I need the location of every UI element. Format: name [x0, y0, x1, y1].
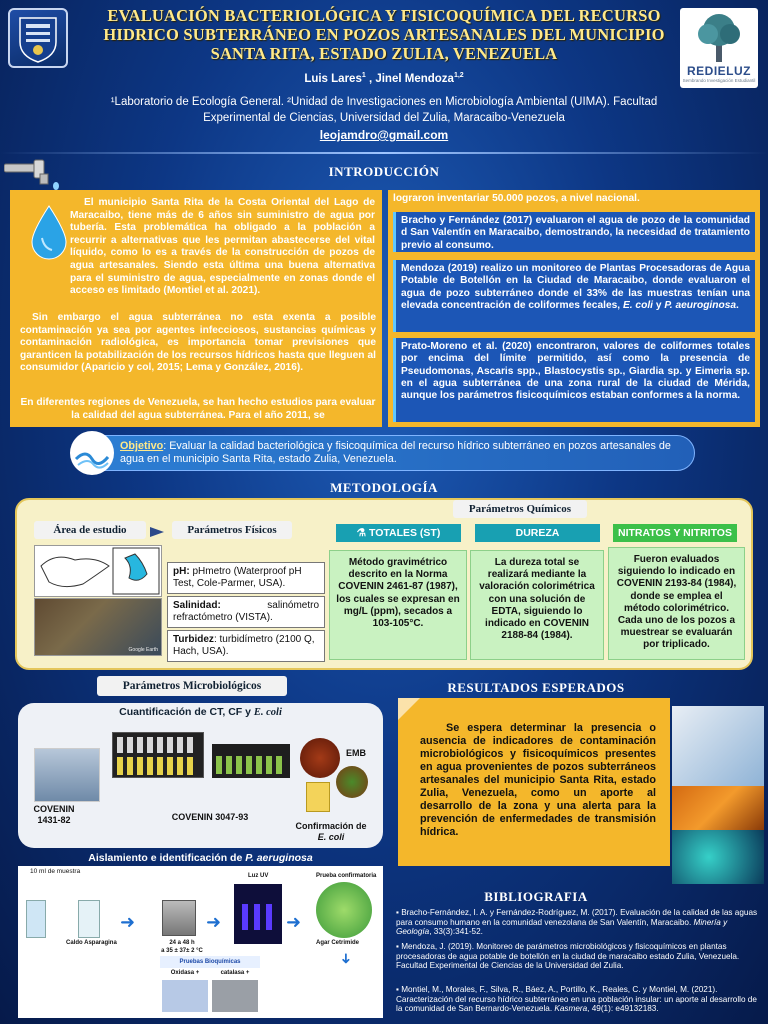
poster-title-line-1: EVALUACIÓN BACTERIOLÓGICA Y FISICOQUÍMICA DEL RECURSO — [107, 6, 661, 25]
ph-text: pHmetro (Waterproof pH Test, Cole-Parmer, USA). — [173, 566, 302, 589]
results-title: RESULTADOS ESPERADOS — [447, 680, 625, 695]
reference-1: ▪ Bracho-Fernández, I. A. y Fernández-Rodríguez, M. (2017). Evaluación de la calidad de las aguas para consumo humano en la comunidad venezolana de San Valentín, Maracaibo. Minería y Geología, 33(3):341-52. — [396, 908, 758, 937]
micro-params-label: Parámetros Microbiológicos — [97, 676, 287, 696]
arrow-right-icon-2: ➜ — [206, 912, 222, 932]
affiliation-line-1: ¹Laboratorio de Ecología General. ²Unidad de Investigaciones en Microbiología Ambiental (UIMA). Facultad — [110, 96, 658, 108]
beaker-icon: ⚗ — [356, 527, 369, 539]
objective-description: : Evaluar la calidad bacteriológica y fisicoquímica del recurso hídrico subterráneo en pozos artesanales de agua en el municipio Santa Rita, estado Zulia, Venezuela. — [120, 440, 671, 465]
intro-right-top: lograron inventariar 50.000 pozos, a nivel nacional. — [393, 193, 640, 204]
arrow-right-icon-3: ➜ — [286, 912, 302, 932]
catalase-photo — [212, 980, 258, 1012]
ph-param — [167, 562, 325, 594]
methods-title: METODOLOGÍA — [330, 480, 438, 495]
header-divider — [0, 152, 768, 154]
results-text: Se espera determinar la presencia o ausencia de indicadores de contaminación microbiológicos y fisicoquímicos presentes en agua provenientes de pozos subterráneos artesanales del municipio Santa Rita, estado Zulia, Venezuela, como un aporte al desarrollo de la zona y una alerta para la prevención de enfermedades de transmisión hídrica. — [420, 722, 656, 838]
asparagine-label: Caldo Asparagina — [66, 940, 117, 946]
card2-ecoli: E. coli — [622, 299, 653, 311]
card2-paeruginosa: P. aeuroginosa — [664, 299, 737, 311]
physical-params-label: Parámetros Físicos — [172, 521, 292, 539]
biochem-title: Pruebas Bioquímicas — [160, 956, 260, 968]
uv-label: Luz UV — [248, 873, 269, 879]
intro-paragraph-3: En diferentes regiones de Venezuela, se han hecho estudios para evaluar la calidad del agua subterránea. Para el año 2011, se — [20, 397, 376, 421]
intro-left-box — [10, 190, 382, 427]
sample-label: 10 ml de muestra — [30, 868, 81, 875]
logo-text: REDIELUZ — [687, 64, 751, 78]
turbidity-label: Turbidez — [173, 634, 214, 645]
isolation-italic: P. aeruginosa — [245, 852, 313, 864]
card2-and: y — [652, 299, 665, 311]
covenin-3047: COVENIN 3047-93 — [171, 812, 249, 822]
intro-p1-a — [70, 197, 375, 298]
nitrates-label: NITRATOS Y NITRITOS — [613, 524, 737, 542]
card2-end: . — [736, 299, 739, 311]
nitrates-method: Fueron evaluados siguiendo lo indicado en COVENIN 2193-84 (1984), donde se emplea el método colorimétrico. Cada uno de los pozos a muestrear se evaluarán por triplicado. — [608, 547, 745, 660]
catalase-label: catalasa + — [220, 970, 250, 976]
contact-email[interactable]: leojamdro@gmail.com — [319, 128, 449, 142]
intro-card-mendoza — [393, 260, 755, 332]
emb-plate-2 — [336, 766, 368, 798]
study-area-label: Área de estudio — [34, 521, 146, 539]
arrow-right-icon — [150, 527, 164, 537]
card2-text: Mendoza (2019) realizo un monitoreo de Plantas Procesadoras de Agua Potable de Botellón en la Ciudad de Maracaibo, donde evaluaron el agua de pozo subterráneo donde el 33% de las muestras tenían una elevada concentración de coliformes fecales, — [401, 263, 750, 311]
turbidity-param — [167, 630, 325, 662]
intro-paragraph-2: Sin embargo el agua subterránea no esta exenta a posible contaminación ya sea por agentes infecciosos, sustancias químicas y contaminación radiológica, es importancia tomar previsiones que garanticen la potabilización de los recursos hídricos hasta que lleguen al consumidor (Aparicio y col, 2015; Lema y González, 2016). — [20, 312, 376, 374]
solids-label-text: TOTALES (ST) — [368, 527, 441, 539]
results-corner — [398, 698, 420, 720]
redieluz-logo — [680, 8, 758, 88]
ref3-text: Montiel, M., Morales, F., Silva, R., Báez, A., Portillo, K., Reales, C. y Montiel, M. (2021). Caracterización del recurso hídrico subterráneo en una población insular: un aporte al desarrollo de la comunidad de San Bernardo-Venezuela. — [396, 985, 757, 1014]
hardness-label: DUREZA — [475, 524, 600, 542]
confirmatory-label: Prueba confirmatoria — [316, 873, 377, 879]
oxidase-photo — [162, 980, 208, 1012]
ref2-text: Mendoza, J. (2019). Monitoreo de parámetros microbiológicos y fisicoquímicos en plantas procesadoras de agua potable de botellón en la ciudad de maracaibo estado Zulia, Venezuela. Facultad Experimental de Ciencias de la Universidad del Zulia. — [396, 942, 740, 971]
covenin-1431-a: COVENIN — [33, 804, 75, 814]
quant-italic: E. coli — [253, 707, 282, 718]
author-1: Luis Lares — [304, 72, 362, 85]
authors — [100, 72, 668, 85]
arrow-down-icon: ➜ — [338, 952, 355, 965]
quant-prefix: Cuantificación de CT, CF y — [119, 706, 254, 718]
author-2-sup: 1,2 — [453, 72, 464, 79]
ph-label: pH: — [173, 566, 190, 577]
confirm-label-2: E. coli — [317, 832, 345, 842]
intro-title: INTRODUCCIÓN — [328, 164, 440, 179]
intro-card-bracho: Bracho y Fernández (2017) evaluaron el agua de pozo de la comunidad d San Valentín en Maracaibo, demostrando, la necesidad de tratamiento previo al consumo. — [393, 212, 755, 252]
ref1-text: Bracho-Fernández, I. A. y Fernández-Rodríguez, M. (2017). Evaluación de la calidad de las aguas para consumo humano en la comunidad venezolana de San Valentín, Maracaibo. — [396, 908, 758, 927]
sample-bottle — [26, 900, 46, 938]
emb-label: EMB — [346, 748, 366, 758]
poster-title-line-2: HIDRICO SUBTERRÁNEO EN POZOS ARTESANALES DEL MUNICIPIO — [103, 25, 665, 44]
salinity-param — [167, 596, 325, 628]
ref1-journal: Minería y Geología — [396, 917, 728, 937]
bacteria-photo — [672, 786, 764, 830]
tubes-rack-1 — [112, 732, 204, 778]
confirm-label-1: Confirmación de — [295, 821, 367, 831]
water-drop-icon — [28, 204, 70, 262]
bibliography-title: BIBLIOGRAFIA — [484, 889, 588, 904]
ref3-journal: Kasmera — [554, 1004, 588, 1014]
intro-card-prato: Prato-Moreno et al. (2020) encontraron, valores de coliformes totales por encima del límite permitido, así como la presencia de Pseudomonas, Ascaris spp., Blastocystis sp., Giardia sp. y Eimeria sp. en el agua subterránea de una zona rural de la ciudad de Mérida, aunque los parámetros fisicoquímicos estaban conformes a la norma. — [393, 338, 755, 422]
tree-logo-icon — [680, 8, 758, 66]
author-separator: , — [365, 72, 376, 85]
affiliation-line-2: Experimental de Ciencias, Universidad del Zulia, Maracaibo-Venezuela — [203, 112, 565, 124]
cetrimide-label: Agar Cetrimide — [316, 940, 360, 946]
lab-photo — [34, 748, 100, 802]
oxidase-label: Oxidasa + — [170, 970, 200, 976]
ref3-end: , 49(1): e49132183. — [587, 1004, 659, 1014]
poster-title-line-3: SANTA RITA, ESTADO ZULIA, VENEZUELA — [210, 44, 558, 63]
author-2: Jinel Mendoza — [375, 72, 454, 85]
asparagine-tube — [78, 900, 100, 938]
covenin-1431-b: 1431-82 — [37, 815, 71, 825]
chemical-params-label: Parámetros Químicos — [453, 500, 587, 518]
incubator — [162, 900, 196, 936]
logo-subtext: Sembrando Investigación Estudiantil — [682, 78, 756, 83]
university-crest — [8, 8, 68, 68]
microbe-photo — [672, 830, 764, 884]
quantification-title — [18, 706, 383, 718]
location-map-venezuela — [34, 545, 162, 597]
author-1-sup: 1 — [361, 72, 366, 79]
isolation-title — [18, 852, 383, 864]
ref1-end: , 33(3):341-52. — [429, 927, 483, 937]
intro-paragraph-1: El municipio Santa Rita de la Costa Oriental del Lago de Maracaibo, tiene más de 6 años sin suministro de agua por tubería. Esta problemática ha obligado a la población a recurrir a alternativas que les permitan abastecerse del vital líquido, como lo es a través de la construcción de pozos de agua artesanales. Siendo esta última una buena alternativa para el suministro de agua, especialmente en zonas donde el acceso es limitado (Montiel et al. 2021). — [70, 197, 375, 297]
emb-plate — [300, 738, 340, 778]
arrow-right-icon-1: ➜ — [120, 912, 136, 932]
map-caption: Google Earth — [128, 647, 158, 653]
turbidity-text: : turbidímetro (2100 Q, Hach, USA). — [173, 634, 315, 657]
objective-text — [120, 440, 690, 466]
incubation-temp: a 35 ± 37± 2 °C — [161, 948, 203, 954]
reference-2: ▪ Mendoza, J. (2019). Monitoreo de parámetros microbiológicos y fisicoquímicos en plantas procesadoras de agua potable de botellón en la ciudad de maracaibo estado Zulia, Venezuela. Facultad Experimental de Ciencias de la Universidad del Zulia. — [396, 942, 740, 971]
water-splash-icon — [70, 431, 114, 475]
salinity-text: salinómetro refractómetro (VISTA). — [173, 600, 319, 623]
confirm-tube — [306, 782, 330, 812]
hardness-method: La dureza total se realizará mediante la valoración colorimétrica con una solución de EDTA, siguiendo lo indicado en COVENIN 2188-84 (1984). — [470, 550, 604, 660]
intro-right-box — [388, 190, 760, 427]
objective-label: Objetivo — [120, 440, 164, 452]
lab-photo-2 — [672, 706, 764, 786]
solids-method: Método gravimétrico descrito en la Norma COVENIN 2461-87 (1987), los cuales se expresan en mg/L (ppm), secados a 103-105°C. — [329, 550, 467, 660]
incubation-time: 24 a 48 h — [169, 940, 195, 946]
cetrimide-plate — [316, 882, 372, 938]
tubes-rack-2 — [212, 744, 290, 778]
uv-box — [234, 884, 282, 944]
reference-3: ▪ Montiel, M., Morales, F., Silva, R., Báez, A., Portillo, K., Reales, C. y Montiel, M. (2021). Caracterización del recurso hídrico subterráneo en una población insular: un aporte al desarrollo de la comunidad de San Bernardo-Venezuela. Kasmera, 49(1): e49132183. — [396, 985, 757, 1014]
salinity-label: Salinidad: — [173, 600, 221, 611]
satellite-map — [34, 598, 162, 656]
solids-label — [336, 524, 461, 542]
isolation-prefix: Aislamiento e identificación de — [88, 852, 246, 864]
